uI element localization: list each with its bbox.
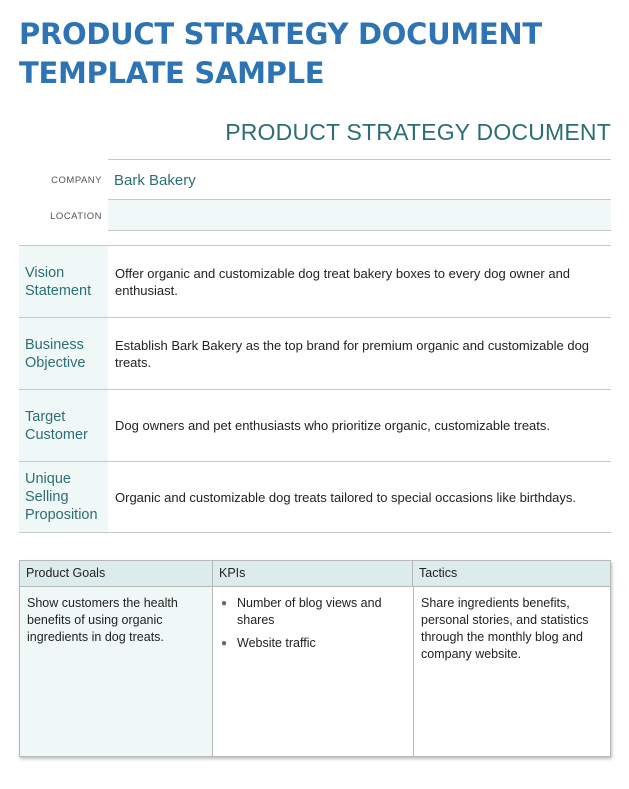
kpi-text: Number of blog views and shares: [237, 596, 382, 627]
business-objective-label: Business Objective: [19, 318, 108, 389]
header-product-goals: Product Goals: [26, 566, 106, 580]
strategy-row-customer: [19, 390, 611, 462]
goals-table-header: [20, 561, 610, 587]
bullet-icon: ●: [221, 598, 228, 609]
kpis-cell[interactable]: [212, 587, 413, 756]
list-item: [221, 635, 407, 652]
location-label: LOCATION: [50, 211, 102, 222]
header-kpis: KPIs: [212, 561, 412, 586]
product-goal-cell[interactable]: [20, 587, 212, 756]
company-label: COMPANY: [51, 175, 102, 186]
bullet-icon: ●: [221, 638, 228, 649]
strategy-row-vision: [19, 246, 611, 318]
location-field[interactable]: [108, 200, 611, 230]
goals-table-row: [20, 587, 610, 756]
header-tactics: Tactics: [412, 561, 610, 586]
heading-divider: [108, 159, 611, 160]
tactics-cell[interactable]: [413, 587, 610, 756]
strategy-row-usp: [19, 462, 611, 533]
target-customer-label: Target Customer: [19, 390, 108, 461]
document-heading: PRODUCT STRATEGY DOCUMENT: [225, 119, 611, 145]
tactics-text: Share ingredients benefits, personal stories, and statistics through the monthly blog and company website.: [421, 596, 589, 661]
strategy-table: [19, 245, 611, 533]
location-divider: [108, 230, 611, 231]
business-objective-text[interactable]: Establish Bark Bakery as the top brand for premium organic and customizable dog treats.: [115, 337, 590, 370]
product-goal-text: Show customers the health benefits of using organic ingredients in dog treats.: [27, 596, 178, 644]
usp-label: Unique Selling Proposition: [19, 462, 108, 532]
usp-text[interactable]: Organic and customizable dog treats tailored to special occasions like birthdays.: [115, 489, 577, 505]
list-item: [221, 595, 407, 629]
vision-statement-text[interactable]: Offer organic and customizable dog treat bakery boxes to every dog owner and enthusiast.: [115, 265, 571, 298]
page-title-line-2: TEMPLATE SAMPLE: [19, 56, 325, 90]
vision-statement-label: Vision Statement: [19, 246, 108, 317]
goals-table: [19, 560, 611, 757]
kpi-text: Website traffic: [237, 636, 316, 650]
page-title-line-1: PRODUCT STRATEGY DOCUMENT: [19, 17, 542, 51]
strategy-row-objective: [19, 318, 611, 390]
company-field[interactable]: Bark Bakery: [114, 172, 196, 189]
page-title: [19, 15, 579, 93]
kpi-list: [213, 587, 413, 652]
target-customer-text[interactable]: Dog owners and pet enthusiasts who prioritize organic, customizable treats.: [115, 418, 550, 433]
